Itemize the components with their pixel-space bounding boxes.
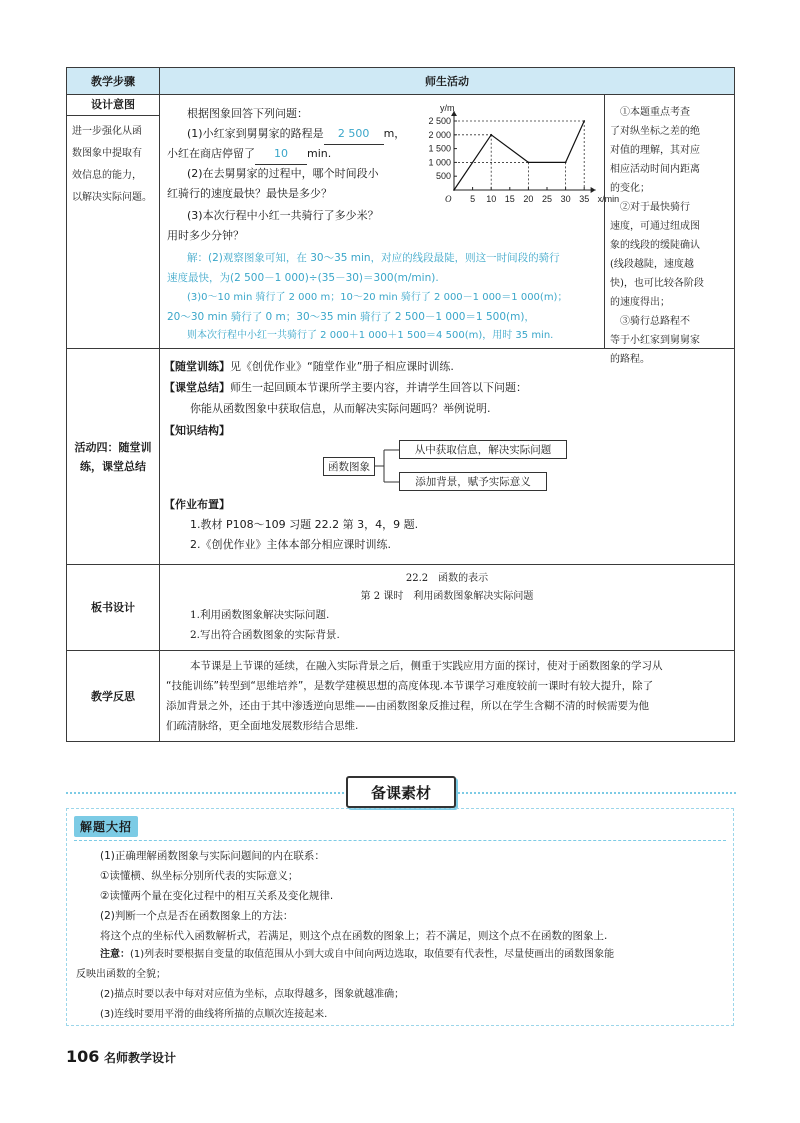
board-line-2: 2.写出符合函数图象的实际背景. [190, 629, 340, 641]
y-tick-label: 1 500 [428, 143, 451, 154]
x-tick-label: 10 [486, 194, 497, 204]
solution-line-1: 解：(2)观察图象可知，在 30～35 min，对应的线段最陡，则这一时间段的骑行 [187, 252, 560, 264]
x-axis-arrow [591, 187, 596, 193]
homework-2: 2.《创优作业》主体本部分相应课时训练. [190, 538, 391, 551]
drill-line: 【随堂训练】见《创优作业》“随堂作业”册子相应课时训练. [164, 360, 454, 373]
solution-line-3: (3)0～10 min 骑行了 2 000 m；10～20 min 骑行了 2 000－1 000＝1 000(m)； [187, 292, 568, 303]
x-tick-label: 35 [579, 194, 590, 204]
q3-line-1: (3)本次行程中小红一共骑行了多少米？ [187, 209, 379, 222]
header-activity: 师生活动 [159, 67, 735, 95]
board-label: 板书设计 [66, 564, 160, 651]
series-line [454, 121, 584, 190]
tip-line-2: ①读懂横、纵坐标分别所代表的实际意义； [100, 870, 299, 882]
x-tick-label: 15 [504, 194, 515, 204]
tip-line-4: (2)判断一个点是否在函数图象上的方法： [100, 910, 294, 922]
note-line-1: 注意：(1)列表时要根据自变量的取值范围从小到大或自中间向两边选取，取值要有代表性，尽量使画出的函数图象能 [100, 949, 615, 960]
summary-question: 你能从函数图象中获取信息，从而解决实际问题吗？举例说明. [190, 402, 491, 415]
summary-line: 【课堂总结】师生一起回顾本节课所学主要内容，并请学生回答以下问题： [164, 381, 527, 394]
tips-label: 解题大招 [74, 816, 138, 837]
design-intent-text: 进一步强化从函 数图象中提取有 效信息的能力， 以解决实际问题。 [72, 126, 152, 203]
header-step: 教学步骤 [66, 67, 160, 95]
knowledge-center-box: 函数图象 [323, 457, 375, 476]
x-tick-label: 20 [523, 194, 534, 204]
note-line-4: (3)连线时要用平滑的曲线将所描的点顺次连接起来. [100, 1009, 328, 1020]
note-line-3: (2)描点时要以表中每对对应值为坐标，点取得越多，图象就越准确； [100, 989, 405, 1000]
x-tick-label: 25 [541, 194, 553, 204]
knowledge-label: 【知识结构】 [164, 424, 230, 437]
y-tick-label: 2 000 [428, 129, 451, 140]
data-point [528, 162, 530, 164]
data-point [583, 120, 585, 122]
q2-line-2: 红骑行的速度最快？最快是多少？ [167, 187, 332, 200]
q3-line-2: 用时多少分钟？ [167, 229, 244, 242]
origin-label: O [445, 194, 452, 204]
x-axis-label: x/min [597, 194, 620, 204]
distance-time-chart [418, 103, 620, 212]
page-number: 106 [66, 1047, 100, 1066]
tip-line-5: 将这个点的坐标代入函数解析式，若满足，则这个点在函数的图象上；若不满足，则这个点不在函数的图象上. [100, 930, 608, 942]
tips-rule [74, 840, 726, 841]
data-point [490, 134, 492, 136]
solution-line-5: 则本次行程中小红一共骑行了 2 000＋1 000＋1 500＝4 500(m)，用时 35 min. [187, 330, 554, 341]
board-title-1: 22.2 函数的表示 [405, 573, 489, 584]
knowledge-bottom-box: 添加背景，赋予实际意义 [399, 472, 547, 491]
knowledge-connector [374, 448, 401, 484]
y-tick-label: 500 [435, 171, 451, 182]
y-tick-label: 1 000 [428, 157, 451, 168]
knowledge-top-box: 从中获取信息，解决实际问题 [399, 440, 567, 459]
side-notes: ①本题重点考查 了对纵坐标之差的绝 对值的理解，其对应 相应活动时间内距离 的变化； ②对于最快骑行 速度，可通过纽成图 象的线段的缓陡确认 (线段越陡，速度越 快)，也可比较各阶段 的速度得出； ③骑行总路程不 等于小红家到舅舅家 的路程。 [610, 107, 704, 365]
reflection-label: 教学反思 [66, 650, 160, 742]
data-point [565, 162, 567, 164]
reflection-line-4: 们疏清脉络，更全面地发展数形结合思维. [166, 720, 359, 732]
material-title-badge: 备课素材 [346, 776, 456, 808]
x-tick-label: 30 [560, 194, 571, 204]
note-line-2: 反映出函数的全貌； [76, 969, 166, 980]
reflection-line-1: 本节课是上节课的延续，在融入实际背景之后，侧重于实践应用方面的探讨，使对于函数图象的学习从 [190, 660, 663, 672]
board-title-2: 第 2 课时 利用函数图象解决实际问题 [360, 591, 534, 602]
x-tick-label: 5 [470, 194, 476, 204]
q1-line-2: 小红在商店停留了 10 min. [167, 144, 331, 165]
tip-line-1: (1)正确理解函数图象与实际问题间的内在联系： [100, 850, 325, 862]
tip-line-3: ②读懂两个量在变化过程中的相互关系及变化规律. [100, 890, 334, 902]
y-tick-label: 2 500 [428, 116, 451, 126]
solution-line-2: 速度最快，为(2 500－1 000)÷(35－30)＝300(m/min). [167, 272, 439, 284]
board-line-1: 1.利用函数图象解决实际问题. [190, 609, 330, 621]
q1-answer-distance: 2 500 [324, 124, 384, 145]
solution-line-4: 20～30 min 骑行了 0 m；30～35 min 骑行了 2 500－1 000＝1 500(m)， [167, 311, 535, 323]
footer-title: 名师教学设计 [104, 1051, 177, 1065]
homework-1: 1.教材 P108～109 习题 22.2 第 3，4，9 题. [190, 518, 419, 531]
activity4-label: 活动四：随堂训练，课堂总结 [66, 348, 160, 565]
reflection-line-2: “技能训练”转型到“思维培养”，是数学建模思想的高度体现.本节课学习难度较前一课时有较大提升，除了 [166, 680, 654, 692]
homework-label: 【作业布置】 [164, 498, 230, 511]
q1-answer-stay: 10 [255, 144, 307, 165]
problem-intro: 根据图象回答下列问题： [187, 107, 308, 120]
design-intent-divider [66, 115, 160, 116]
reflection-line-3: 添加背景之外，还由于其中渗透逆向思维——由函数图象反推过程，所以在学生含糊不清的时候需要为他 [166, 700, 649, 712]
data-point [453, 189, 455, 191]
q1-line: (1)小红家到舅舅家的路程是 2 500 m， [187, 124, 405, 145]
design-intent-label: 设计意图 [91, 98, 135, 111]
q2-line-1: (2)在去舅舅家的过程中，哪个时间段小 [187, 167, 379, 180]
y-axis-label: y/m [440, 103, 455, 113]
